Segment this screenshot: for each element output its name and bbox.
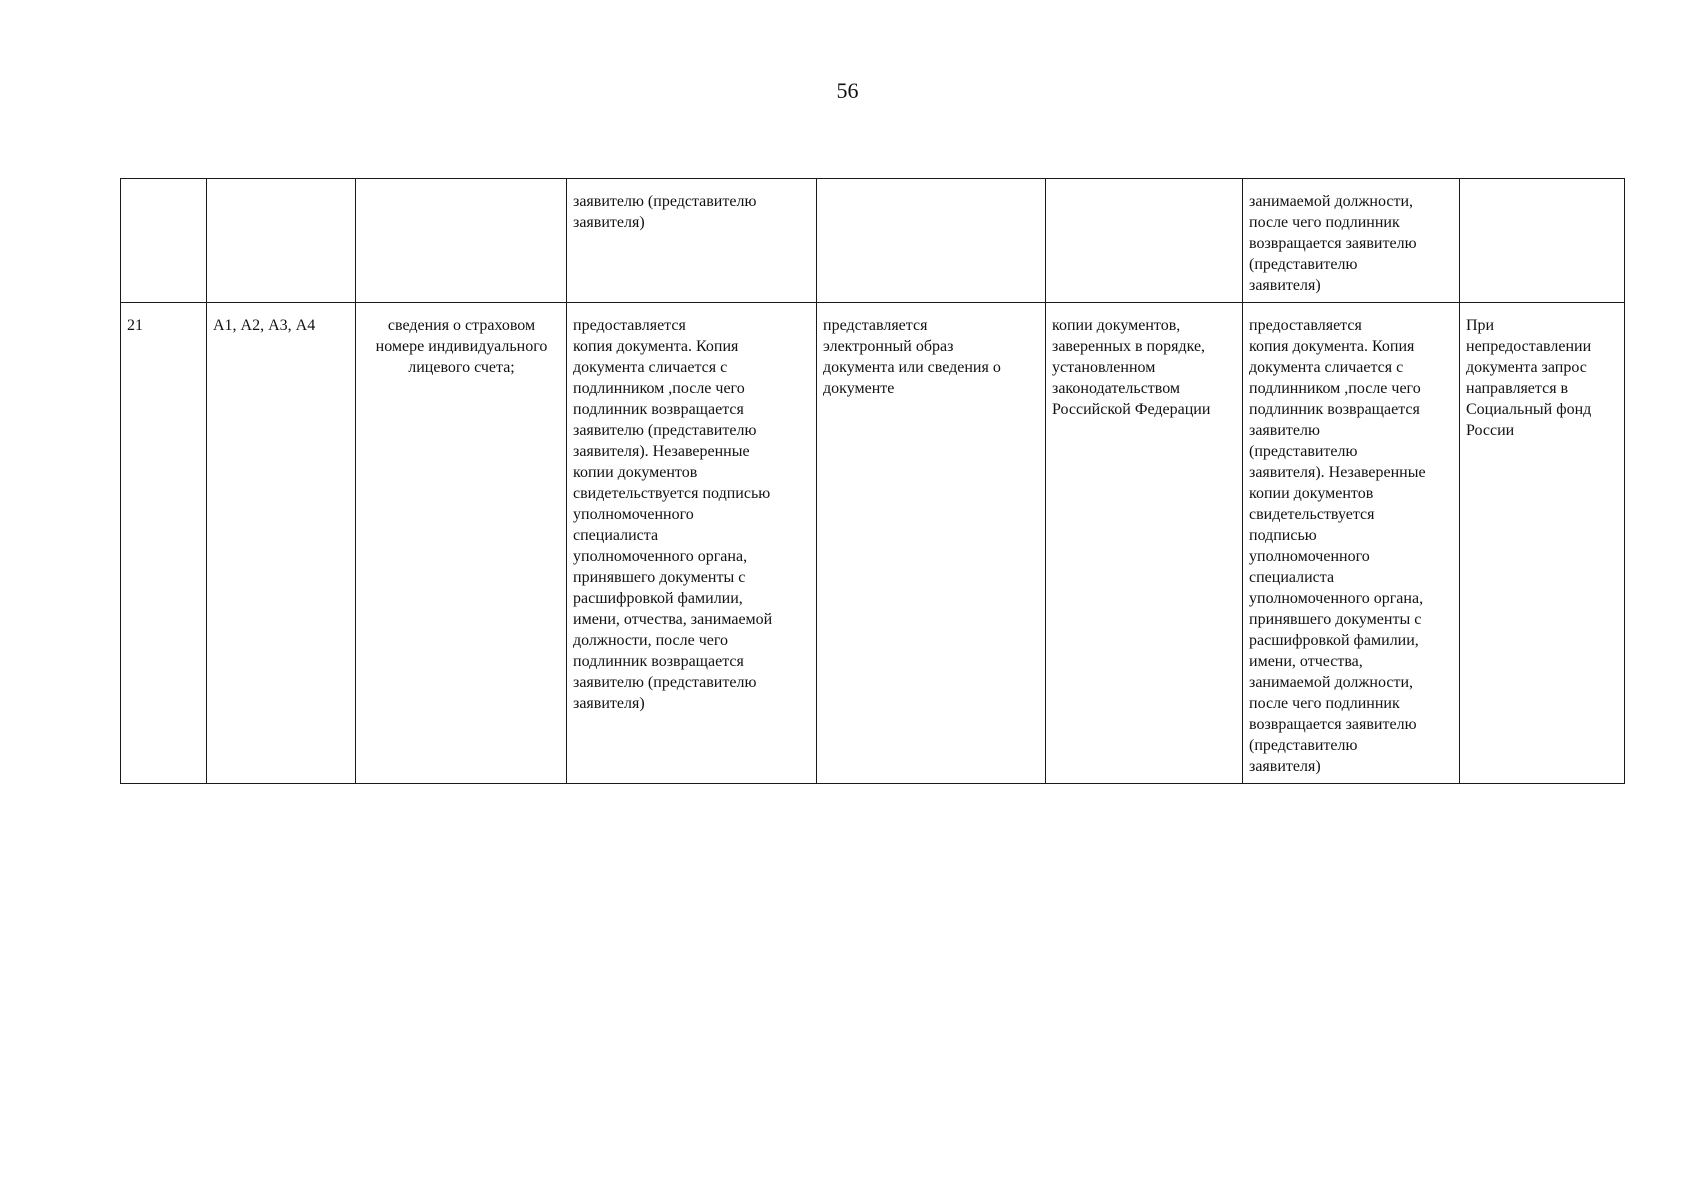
cell-note <box>1460 179 1625 303</box>
cell-paper-form: заявителю (представителю заявителя) <box>567 179 817 303</box>
cell-number: 21 <box>121 303 207 784</box>
cell-category: А1, А2, А3, А4 <box>207 303 356 784</box>
cell-note: При непредоставлении документа запрос направляется в Социальный фонд России <box>1460 303 1625 784</box>
document-table <box>120 178 1625 784</box>
cell-number <box>121 179 207 303</box>
cell-requirements: копии документов, заверенных в порядке, установленном законодательством Российской Федерации <box>1046 303 1243 784</box>
cell-paper-form: предоставляется копия документа. Копия документа сличается с подлинником ,после чего подлинник возвращается заявителю (представителю заявителя). Незаверенные копии документов свидетельствуется подписью уполномоченного специалиста уполномоченного органа, принявшего документы с расшифровкой фамилии, имени, отчества, занимаемой должности, после чего подлинник возвращается заявителю (представителю заявителя) <box>567 303 817 784</box>
table-row-continuation <box>121 179 1625 303</box>
cell-document-name: сведения о страховом номере индивидуального лицевого счета; <box>356 303 567 784</box>
cell-mfc-procedure: занимаемой должности, после чего подлинник возвращается заявителю (представителю заявителя) <box>1243 179 1460 303</box>
cell-electronic-form: представляется электронный образ документа или сведения о документе <box>817 303 1046 784</box>
cell-electronic-form <box>817 179 1046 303</box>
cell-document-name <box>356 179 567 303</box>
cell-requirements <box>1046 179 1243 303</box>
cell-category <box>207 179 356 303</box>
table-row <box>121 303 1625 784</box>
cell-mfc-procedure: предоставляется копия документа. Копия документа сличается с подлинником ,после чего подлинник возвращается заявителю (представителю заявителя). Незаверенные копии документов свидетельствуется подписью уполномоченного специалиста уполномоченного органа, принявшего документы с расшифровкой фамилии, имени, отчества, занимаемой должности, после чего подлинник возвращается заявителю (представителю заявителя) <box>1243 303 1460 784</box>
page-number: 56 <box>836 78 859 103</box>
